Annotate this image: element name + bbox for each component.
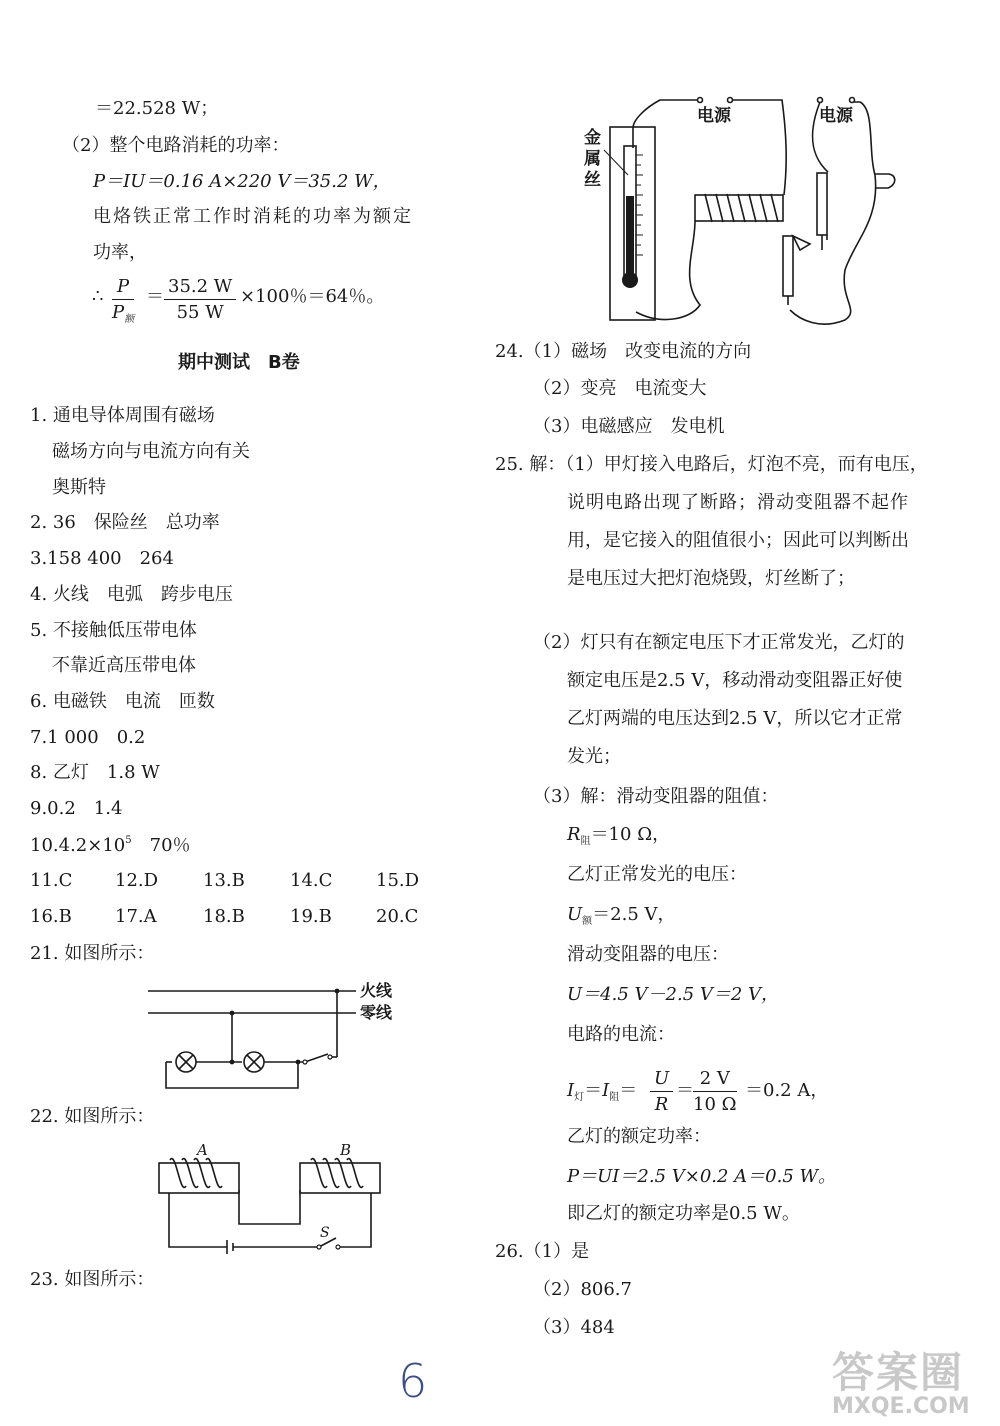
current-result: ＝0.2 A， [745,1080,829,1101]
fraction-values-denominator: 55 W [176,302,224,323]
metal-wire-char-3: 丝 [584,170,601,190]
current-subscript-1: 灯 [574,1092,585,1103]
answer-25f: 额定电压是2.5 V，移动滑动变阻器正好使 [567,670,903,691]
equals-sign: ＝ [619,1080,638,1101]
equals-sign: ＝ [146,286,164,307]
answer-10-base: 10.4.2×10 [30,835,126,856]
efficiency-result: ×100％＝64％。 [240,286,385,307]
power-source-label-1: 电源 [697,106,731,126]
live-wire-label: 火线 [360,981,393,1000]
answer-25c: 用，是它接入的阻值很小；因此可以判断出 [567,530,909,551]
mc-answer: 12.D [115,870,159,891]
answer-25b: 说明电路出现了断路；滑动变阻器不起作 [567,492,909,513]
answer-25h: 发光； [567,746,621,767]
answer-7: 7.1 000 0.2 [30,727,146,748]
answer-8: 8. 乙灯 1.8 W [30,762,160,783]
answer-4: 4. 火线 电弧 跨步电压 [30,584,233,605]
fraction-denominator-var: P [112,302,125,323]
mc-answer: 16.B [30,906,72,927]
answer-10-rest: 70％ [131,835,191,856]
answer-10-exponent: 5 [125,835,132,846]
coil-a-label: A [197,1141,208,1159]
answer-3: 3.158 400 264 [30,548,174,569]
answer-25m: 滑动变阻器的电压： [567,944,729,965]
answer-25l [567,906,676,927]
answer-1a: 1. 通电导体周围有磁场 [30,405,215,426]
voltage-subscript: 额 [582,916,593,927]
answer-25e: （2）灯只有在额定电压下才正常发光，乙灯的 [533,632,905,653]
answer-25n: U＝4.5 V－2.5 V＝2 V， [567,984,780,1005]
handwritten-page-number: 6 [398,1354,428,1408]
metal-wire-char-1: 金 [584,128,601,148]
fraction-ohms-law [650,1068,673,1115]
answer-25s: 即乙灯的额定功率是0.5 W。 [567,1203,800,1224]
answer-25q: 乙灯的额定功率： [567,1126,711,1147]
answer-25a: 25. 解：（1）甲灯接入电路后，灯泡不亮，而有电压， [495,454,928,475]
answer-9: 9.0.2 1.4 [30,798,123,819]
left-line-5: 功率， [93,242,147,263]
fraction-current-values [693,1068,737,1115]
fraction-power-ratio [112,276,134,325]
fraction-denominator-sub: 额 [124,314,135,325]
neutral-wire-label: 零线 [360,1003,393,1022]
mc-answer: 13.B [203,870,245,891]
fraction-numerator: P [112,276,134,300]
equals-sign: ＝ [584,1080,603,1101]
answer-2: 2. 36 保险丝 总功率 [30,512,220,533]
left-line-3: P＝IU＝0.16 A×220 V＝35.2 W， [93,171,391,192]
mc-answer: 14.C [290,870,333,891]
current-formula-lhs [567,1082,637,1103]
watermark-logo: 答案圈 [832,1348,965,1397]
mc-answer: 11.C [30,870,73,891]
fraction-values [164,276,236,323]
mc-answer: 19.B [290,906,332,927]
answer-25d: 是电压过大把灯泡烧毁，灯丝断了； [567,568,855,589]
resistance-subscript: 阻 [580,836,591,847]
answer-6: 6. 电磁铁 电流 匝数 [30,691,215,712]
answer-1c: 奥斯特 [52,477,106,498]
current-subscript-2: 阻 [609,1092,620,1103]
answer-25i: （3）解：滑动变阻器的阻值： [533,786,779,807]
left-line-4: 电烙铁正常工作时消耗的功率为额定 [93,206,413,227]
power-source-label-2: 电源 [819,106,853,126]
answer-24b: （2）变亮 电流变大 [533,378,707,399]
answer-26c: （3）484 [533,1317,615,1338]
resistance-value: ＝10 Ω， [590,824,671,845]
voltage-symbol: U [567,904,583,925]
current-symbol-2: I [602,1080,610,1101]
fraction-denominator [112,300,134,325]
voltage-value: ＝2.5 V， [592,904,676,925]
section-title: 期中测试 B卷 [178,352,300,373]
fraction-denominator: 10 Ω [693,1094,737,1115]
metal-wire-char-2: 属 [584,149,601,169]
answer-26b: （2）806.7 [533,1279,632,1300]
fraction-numerator: 2 V [693,1068,737,1092]
answer-10 [30,836,191,855]
equals-sign: ＝ [676,1080,694,1101]
fraction-numerator: U [650,1068,673,1092]
answer-25g: 乙灯两端的电压达到2.5 V，所以它才正常 [567,708,903,729]
answer-5a: 5. 不接触低压带电体 [30,620,197,641]
current-symbol-1: I [567,1080,575,1101]
therefore-sign: ∴ [92,286,104,307]
left-line-2: （2）整个电路消耗的功率： [62,135,290,156]
answer-25o: 电路的电流： [567,1024,675,1045]
switch-s-label: S [320,1225,330,1241]
answer-26a: 26.（1）是 [495,1241,590,1262]
watermark-url: MXQE.COM [832,1394,970,1419]
answer-23: 23. 如图所示： [30,1269,155,1290]
fraction-values-numerator: 35.2 W [164,276,236,300]
coil-b-label: B [340,1141,352,1159]
answer-25k: 乙灯正常发光的电压： [567,864,747,885]
answer-24c: （3）电磁感应 发电机 [533,416,725,437]
left-line-1: ＝22.528 W； [95,98,219,119]
answer-25j [567,826,670,847]
mc-answer: 20.C [376,906,419,927]
answer-24a: 24.（1）磁场 改变电流的方向 [495,341,752,362]
answer-22: 22. 如图所示： [30,1106,155,1127]
mc-answer: 15.D [376,870,420,891]
answer-21: 21. 如图所示： [30,943,155,964]
resistance-symbol: R [567,824,581,845]
fraction-denominator: R [654,1094,669,1115]
answer-25r: P＝UI＝2.5 V×0.2 A＝0.5 W。 [567,1166,837,1187]
mc-answer: 18.B [203,906,245,927]
answer-1b: 磁场方向与电流方向有关 [52,441,250,462]
answer-5b: 不靠近高压带电体 [52,655,196,676]
mc-answer: 17.A [115,906,157,927]
